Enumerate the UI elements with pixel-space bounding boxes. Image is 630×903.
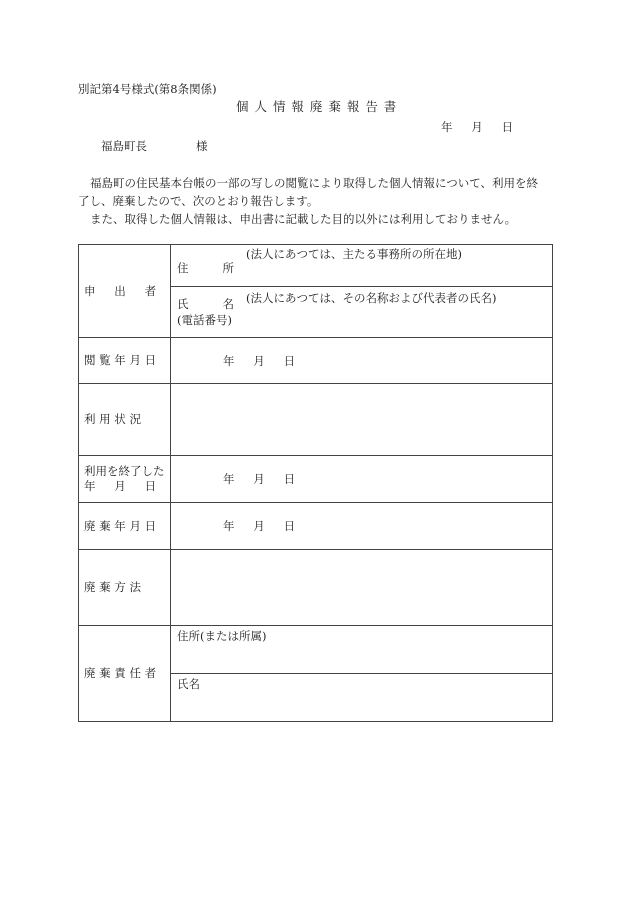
addressee: 福島町長 bbox=[101, 139, 147, 153]
responsible-name-cell[interactable] bbox=[171, 674, 553, 722]
disposal-date-label: 廃 棄 年 月 日 bbox=[84, 518, 157, 533]
responsible-name-label: 氏名 bbox=[177, 677, 200, 691]
usage-cell[interactable] bbox=[171, 384, 553, 456]
disposal-date-cell[interactable] bbox=[171, 503, 553, 550]
responsible-label: 廃 棄 責 任 者 bbox=[84, 666, 157, 680]
responsible-label-cell bbox=[79, 626, 171, 722]
applicant-label: 申 出 者 bbox=[84, 283, 157, 298]
disposal-date-value: 年 月 日 bbox=[223, 519, 296, 533]
viewing-date-label: 閲 覧 年 月 日 bbox=[84, 353, 157, 367]
end-use-label-2: 年 月 日 bbox=[84, 479, 157, 493]
usage-label-cell bbox=[79, 384, 171, 456]
applicant-label-cell bbox=[79, 245, 171, 338]
form-title: 個 人 情 報 廃 棄 報 告 書 bbox=[236, 99, 398, 114]
disposal-date-label-cell bbox=[79, 503, 171, 550]
name-note: (法人にあつては、その名称および代表者の氏名) bbox=[246, 291, 497, 305]
viewing-date-cell[interactable] bbox=[171, 338, 553, 384]
end-use-cell[interactable] bbox=[171, 456, 553, 503]
form-number: 別記第4号様式(第8条関係) bbox=[78, 82, 217, 96]
body-line-2: 了し、廃棄したので、次のとおり報告します。 bbox=[78, 194, 319, 208]
address-cell[interactable] bbox=[171, 245, 553, 287]
responsible-address-label: 住所(または所属) bbox=[177, 629, 267, 643]
viewing-date-value: 年 月 日 bbox=[223, 354, 296, 368]
disposal-method-cell[interactable] bbox=[171, 550, 553, 626]
responsible-address-cell[interactable] bbox=[171, 626, 553, 674]
report-form-table bbox=[78, 244, 553, 722]
end-use-label-cell bbox=[79, 456, 171, 503]
disposal-method-label-cell bbox=[79, 550, 171, 626]
body-line-3: また、取得した個人情報は、申出書に記載した目的以外には利用しておりません。 bbox=[90, 212, 517, 226]
name-cell[interactable] bbox=[171, 287, 553, 338]
usage-label: 利 用 状 況 bbox=[84, 412, 141, 426]
address-label: 住 所 bbox=[177, 261, 234, 275]
address-note: (法人にあつては、主たる事務所の所在地) bbox=[246, 247, 462, 261]
end-use-label-1: 利用を終了した bbox=[84, 464, 165, 478]
end-use-value: 年 月 日 bbox=[223, 472, 296, 486]
disposal-method-label: 廃 棄 方 法 bbox=[84, 580, 141, 594]
date-line: 年 月 日 bbox=[441, 120, 514, 134]
name-label: 氏 名 bbox=[177, 297, 234, 311]
body-line-1: 福島町の住民基本台帳の一部の写しの閲覧により取得した個人情報について、利用を終 bbox=[90, 176, 539, 190]
viewing-date-label-cell bbox=[79, 338, 171, 384]
phone-label: (電話番号) bbox=[177, 313, 232, 327]
addressee-suffix: 様 bbox=[196, 139, 208, 153]
